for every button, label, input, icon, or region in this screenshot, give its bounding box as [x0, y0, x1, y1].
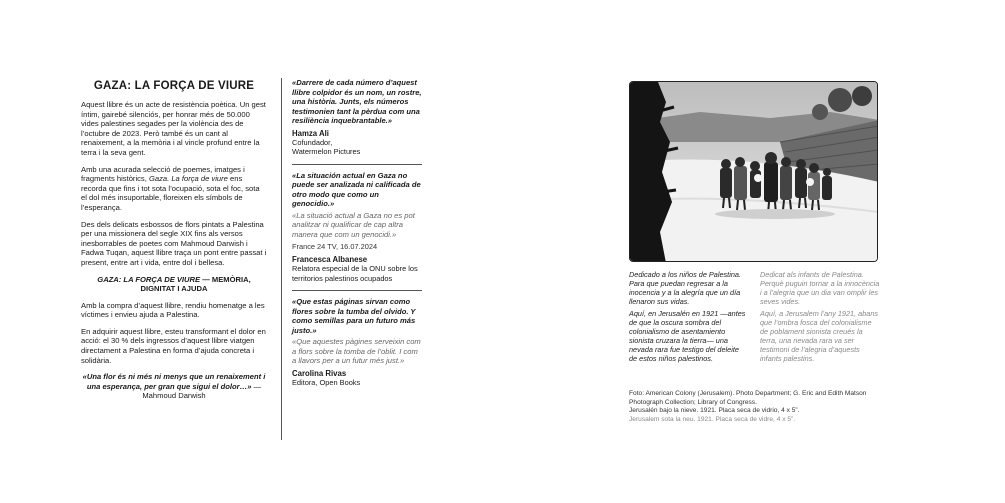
- credit-title-ca: Jerusalem sota la neu. 1921. Placa seca de vidre, 4 x 5”.: [629, 415, 796, 423]
- albanese-quote-es: «La situación actual en Gaza no puede ser analizada ni calificada de otro modo que como un genocidio.»: [292, 170, 421, 209]
- photo-credit: [629, 390, 879, 424]
- hamza-role: Cofundador,: [292, 138, 333, 147]
- intro-paragraph: Aquest llibre és un acte de resistència poètica. Un gest íntim, gairebé silenciós, per honrar més de 50.000 vides palestines segades per la violència des de l’octubre de 2023. Però també és un cant al renaixement, a la memòria i al vincle profund entre la terra i la seva gent.: [81, 100, 266, 157]
- testimonials-column: [292, 78, 422, 388]
- left-column: [81, 80, 267, 401]
- column-divider: [281, 78, 282, 440]
- book-title: GAZA: LA FORÇA DE VIURE: [93, 80, 255, 92]
- credit-source: Foto: American Colony (Jerusalem). Photo Department; G. Eric and Edith Matson Photograph Collection; Library of Congress.: [629, 390, 867, 406]
- albanese-role: Relatora especial de la ONU sobre los territorios palestinos ocupados: [292, 264, 418, 283]
- book-title-inline: Gaza. La força de viure: [148, 174, 228, 184]
- separator: [292, 290, 422, 291]
- albanese-name: Francesca Albanese: [292, 254, 368, 264]
- historic-photo: [629, 81, 878, 262]
- albanese-source: France 24 TV, 16.07.2024: [292, 242, 378, 252]
- darwish-quote: «Una flor és ni més ni menys que un renaixement i una esperança, per gran que sigui el dolor…» —Mahmoud Darwish: [82, 372, 266, 401]
- purchase-paragraph: Amb la compra d’aquest llibre, rendiu homenatge a les víctimes i envieu ajuda a Palestina.: [81, 300, 265, 320]
- caption-es-description: Aquí, en Jerusalén en 1921 —antes de que la oscura sombra del colonialismo de asentamiento sionista cruzara la tierra— una nevada rara fue testigo del deleite de estos niños palestinos.: [629, 309, 746, 363]
- caption-ca-description: Aquí, a Jerusalem l’any 1921, abans que l’ombra fosca del colonialisme de poblament sionista creués la terra, una nevada rara va ser testimoni de l’alegria d’aquests infants palestins.: [760, 309, 879, 363]
- children-in-snow-image: [630, 82, 878, 262]
- caption-ca-dedication: Dedicat als infants de Palestina. Perquè puguin tornar a la innocència i a l’alegria que un dia van omplir les seves vides.: [760, 270, 880, 306]
- history-paragraph: Des dels delicats esbossos de flors pintats a Palestina per una missionera del segle XIX fins als versos inesborrables de poetes com Mahmoud Darwish i Fadwa Tuqan, aquest llibre traça un pont entre passat i present, entre art i vida, entre dol i bellesa.: [81, 219, 267, 267]
- caption-spanish: [629, 270, 747, 366]
- hamza-company: Watermelon Pictures: [292, 147, 361, 157]
- credit-title-es: Jerusalén bajo la nieve. 1921. Placa seca de vidrio, 4 x 5”.: [629, 407, 800, 415]
- rivas-name: Carolina Rivas: [292, 368, 347, 378]
- hamza-quote: «Darrere de cada número d’aquest llibre colpidor és un nom, un rostre, una història. Junts, els números testimonien tant la pèrdua com una resiliència inquebrantable.»: [292, 78, 422, 125]
- rivas-quote-es: «Que estas páginas sirvan como flores sobre la tumba del olvido. Y como semillas para un futuro más justo.»: [292, 297, 416, 335]
- rivas-quote-ca: «Que aquestes pàgines serveixin com a flors sobre la tomba de l’oblit. I com a llavors per a un futur més just.»: [292, 337, 421, 366]
- caption-es-dedication: Dedicado a los niños de Palestina. Para que puedan regresar a la inocencia y a la alegría que un día llenaron sus vidas.: [629, 270, 741, 306]
- selection-paragraph: Amb una acurada selecció de poemes, imatges i fragments històrics, Gaza. La força de viure ens recorda que fins i tot sota l’ocupació, sota el foc, sota el dol més insuportable, floreixen els símbols de l’esperança.: [81, 164, 260, 212]
- section-subtitle: GAZA: LA FORÇA DE VIURE — MEMÒRIA, DIGNITAT I AJUDA: [97, 274, 251, 294]
- rivas-role: Editora, Open Books: [292, 378, 361, 388]
- separator: [292, 164, 422, 165]
- albanese-quote-ca: «La situació actual a Gaza no es pot analitzar ni qualificar de cap altra manera que com un genocidi.»: [292, 210, 415, 239]
- caption-catalan: [760, 270, 880, 366]
- donation-paragraph: En adquirir aquest llibre, esteu transformant el dolor en acció: el 30 % dels ingressos d’aquest llibre viatgen directament a Palestina en forma d’ajuda concreta i solidària.: [81, 326, 266, 365]
- hamza-name: Hamza Ali: [292, 128, 329, 138]
